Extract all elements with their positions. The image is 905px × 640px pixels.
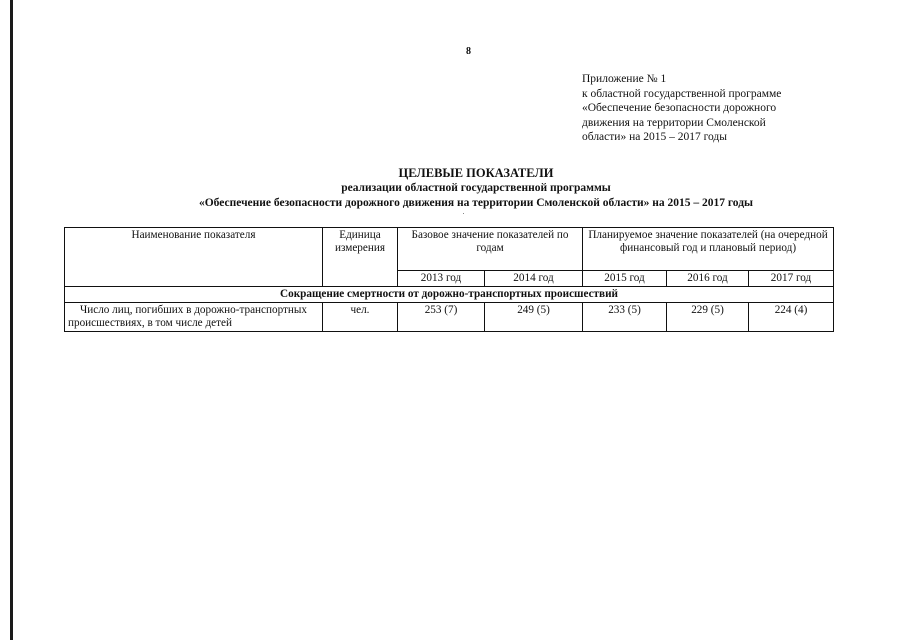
indicator-name-cell: Число лиц, погибших в дорожно-транспортных происшествиях, в том числе детей xyxy=(65,303,323,332)
header-planned-values: Планируемое значение показателей (на очередной финансовый год и плановый период) xyxy=(583,228,834,271)
table-row xyxy=(65,303,834,332)
scan-border-line xyxy=(10,0,13,640)
year-header: 2014 год xyxy=(485,271,583,287)
year-header: 2017 год xyxy=(749,271,834,287)
value-cell-2015: 233 (5) xyxy=(583,303,667,332)
scan-speck xyxy=(463,213,464,214)
page-number: 8 xyxy=(466,46,471,57)
value-cell-2016: 229 (5) xyxy=(667,303,749,332)
appendix-line: «Обеспечение безопасности дорожного xyxy=(582,102,777,115)
targets-table xyxy=(64,227,834,332)
year-header: 2015 год xyxy=(583,271,667,287)
section-heading: Сокращение смертности от дорожно-транспортных происшествий xyxy=(65,287,834,303)
value-cell-2013: 253 (7) xyxy=(398,303,485,332)
header-unit: Единица измерения xyxy=(323,228,398,287)
document-subtitle: реализации областной государственной программы xyxy=(341,182,611,194)
appendix-line: движения на территории Смоленской xyxy=(582,116,766,129)
table-header-row xyxy=(65,228,834,271)
value-cell-2014: 249 (5) xyxy=(485,303,583,332)
year-header: 2013 год xyxy=(398,271,485,287)
document-titles xyxy=(60,166,892,211)
unit-cell: чел. xyxy=(323,303,398,332)
program-name: «Обеспечение безопасности дорожного движения на территории Смоленской области» на 2015 – 2017 годы xyxy=(198,197,753,209)
appendix-block xyxy=(582,72,832,145)
appendix-line: области» на 2015 – 2017 годы xyxy=(582,131,728,144)
document-title: ЦЕЛЕВЫЕ ПОКАЗАТЕЛИ xyxy=(398,166,554,180)
header-indicator-name: Наименование показателя xyxy=(65,228,323,287)
year-header: 2016 год xyxy=(667,271,749,287)
header-base-values: Базовое значение показателей по годам xyxy=(398,228,583,271)
appendix-line: к областной государственной программе xyxy=(582,87,782,100)
table-section-row xyxy=(65,287,834,303)
value-cell-2017: 224 (4) xyxy=(749,303,834,332)
appendix-line: Приложение № 1 xyxy=(582,73,667,85)
